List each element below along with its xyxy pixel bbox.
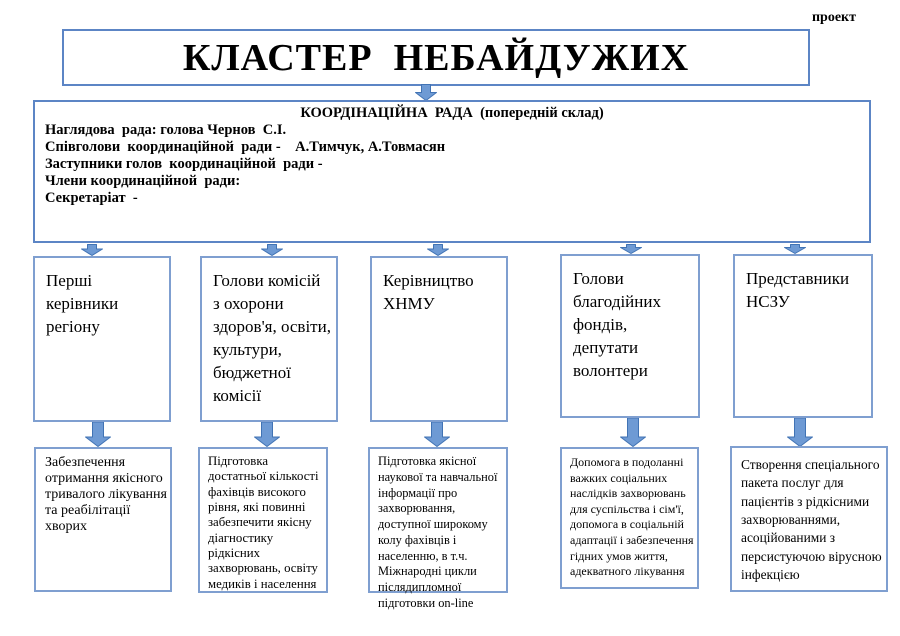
coordination-board-line: Співголови координаційной ради - А.Тимчук, А.Товмасян	[45, 139, 446, 155]
task-box-text: Забезпечення отримання якісного тривалого лікування та реабілітації хворих	[45, 455, 167, 535]
member-box-text: Голови комісій з охорони здоров'я, освіти, культури, бюджетної комісії	[213, 271, 331, 405]
down-arrow-icon	[784, 244, 806, 254]
member-box-text: Голови благодійних фондів, депутати волонтери	[573, 269, 661, 380]
task-box-text: Підготовка достатньої кількості фахівців високого рівня, які повинні забезпечити якісну діагностику рідкісних захворювань, освіту медиків і населення	[208, 454, 319, 591]
down-arrow-icon	[424, 422, 450, 447]
task-box-text: Допомога в подоланні важких соціальних наслідків захворювань для суспільства і сім'ї, допомога в соціальній адаптації і забезпечення гідних умов життя, адекватного лікування	[570, 455, 694, 579]
member-box-khnmu-leadership	[370, 256, 508, 422]
task-box-information	[368, 447, 508, 610]
task-box-treatment	[34, 447, 172, 592]
coordination-board-heading: КООРДІНАЦІЙНА РАДА (попередній склад)	[300, 105, 604, 121]
down-arrow-icon	[620, 418, 646, 447]
down-arrow-icon	[620, 244, 642, 254]
member-box-regional-leaders	[33, 256, 171, 422]
down-arrow-icon	[261, 244, 283, 256]
member-box-text: Керівництво ХНМУ	[383, 271, 474, 313]
task-box-social-support	[560, 447, 699, 589]
member-box-text: Перші керівники регіону	[46, 271, 119, 336]
member-box-commission-heads	[200, 256, 338, 422]
task-box-specialists-training	[198, 447, 328, 593]
task-box-text: Створення спеціального пакета послуг для пацієнтів з рідкісними захворюваннями, асоційованими з персистуючою вірусною інфекцією	[741, 457, 882, 583]
member-box-nszu-representatives	[733, 254, 873, 418]
coordination-board-line: Заступники голов координаційной ради -	[45, 156, 323, 172]
down-arrow-icon	[254, 422, 280, 447]
task-box-text: Підготовка якісної наукової та навчальної інформації про захворювання, доступної широкому колу фахівців і населенню, в т.ч. Міжнародні цикли післядипломної підготовки on-line	[378, 454, 498, 610]
coordination-board-line: Члени координаційной ради:	[45, 173, 241, 189]
down-arrow-icon	[787, 418, 813, 447]
coordination-board-line: Наглядова рада: голова Чернов С.І.	[45, 122, 287, 138]
title-box	[62, 29, 810, 86]
page-title: КЛАСТЕР НЕБАЙДУЖИХ	[182, 36, 690, 79]
down-arrow-icon	[81, 244, 103, 256]
coordination-board-line: Секретаріат -	[45, 190, 138, 206]
draft-label: проект	[811, 10, 856, 25]
down-arrow-icon	[427, 244, 449, 256]
member-box-text: Представники НСЗУ	[746, 269, 850, 311]
down-arrow-icon	[85, 422, 111, 447]
member-box-charity-heads	[560, 254, 700, 418]
coordination-board-box	[33, 100, 871, 243]
down-arrow-icon	[415, 84, 437, 101]
task-box-service-package	[730, 446, 888, 592]
